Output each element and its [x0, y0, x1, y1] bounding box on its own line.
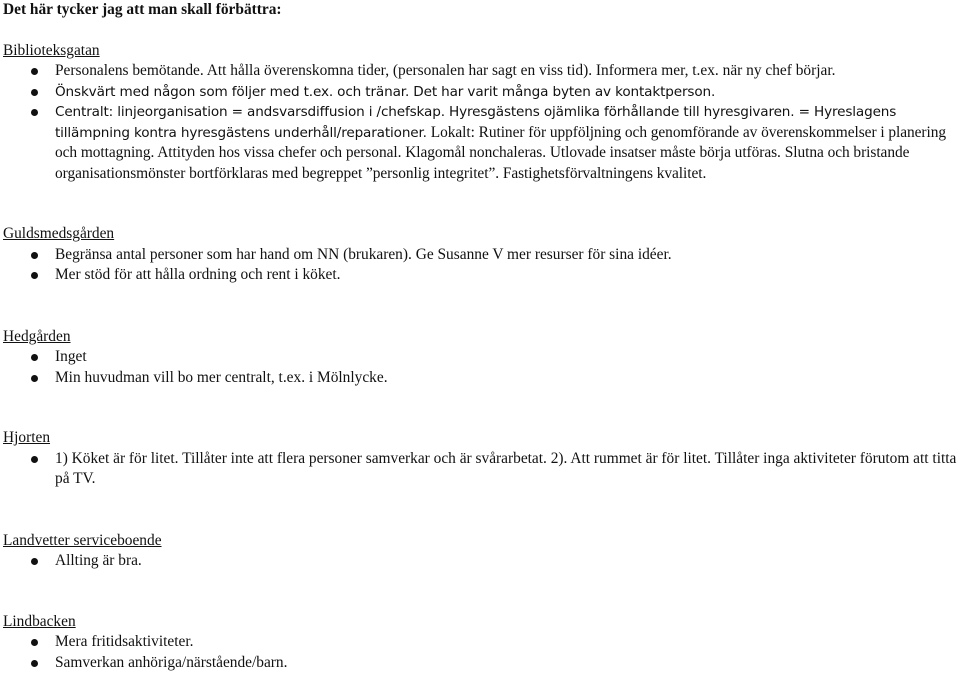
list-item-text: Min huvudman vill bo mer centralt, t.ex. i Mölnlycke. — [55, 368, 388, 386]
list-item-text: Lokalt: Rutiner för uppföljning och genomförande av överenskommelser i planering och mottagning. Attityden hos vissa chefer och personal. Klagomål nonchaleras. Utlovade insatser måste börja utföras. — [55, 123, 947, 161]
list-item-text: Mera fritidsaktiviteter. — [55, 633, 194, 650]
section-hedgarden — [3, 327, 960, 389]
list-item-text: Centralt: linjeorganisation = andsvarsdiffusion i /chefskap. Hyresgästens ojämlika förhållande till hyresgivaren. = Hyreslagens tillämpning kontra hyresgästens underhåll/reparationer. — [55, 104, 897, 141]
list-item — [3, 347, 960, 368]
list-item-text: Inget — [55, 348, 87, 365]
bullet-icon — [31, 660, 38, 667]
bullet-icon — [31, 252, 38, 259]
section-heading: Landvetter serviceboende — [3, 531, 162, 549]
list-item — [3, 551, 960, 572]
bullet-icon — [31, 109, 38, 116]
section-heading: Hedgården — [3, 327, 71, 345]
document-page — [3, 0, 960, 673]
section-heading: Guldsmedsgården — [3, 225, 115, 242]
bullet-icon — [31, 272, 38, 279]
list-item — [3, 632, 960, 653]
item-list — [3, 449, 960, 490]
item-list — [3, 347, 960, 388]
bullet-icon — [31, 639, 38, 646]
list-item — [3, 82, 960, 103]
section-biblioteksgatan — [3, 41, 960, 185]
list-item — [3, 449, 960, 490]
list-item — [3, 61, 960, 82]
bullet-icon — [31, 558, 38, 565]
page-title: Det här tycker jag att man skall förbättra: — [3, 1, 282, 18]
list-item-text: 1) Köket är för litet. Tillåter inte att flera personer samverkar och är svårarbetat. 2). Att rummet är för litet. Tillåter inga aktiviteter förutom att titta på TV. — [55, 449, 957, 487]
item-list — [3, 245, 960, 286]
section-heading: Hjorten — [3, 429, 51, 446]
item-list — [3, 551, 960, 572]
list-item — [3, 368, 960, 389]
list-item — [3, 653, 960, 674]
list-item-text: Personalens bemötande. Att hålla överenskomna tider, (personalen har sagt en viss tid). Informera mer, t.ex. när ny chef börjar. — [55, 62, 836, 79]
section-heading: Biblioteksgatan — [3, 41, 100, 59]
list-item-text: Samverkan anhöriga/närstående/barn. — [55, 653, 288, 671]
section-guldsmedsgarden — [3, 224, 960, 286]
list-item-text: Begränsa antal personer som har hand om NN (brukaren). Ge Susanne V mer resurser för sina idéer. — [55, 245, 672, 263]
bullet-icon — [31, 354, 38, 361]
list-item-text: Önskvärt med någon som följer med t.ex. och tränar. Det har varit många byten av kontaktperson. — [55, 83, 716, 100]
section-hjorten — [3, 428, 960, 490]
section-heading: Lindbacken — [3, 612, 76, 630]
bullet-icon — [31, 68, 38, 75]
list-item-text: Mer stöd för att hålla ordning och rent i köket. — [55, 266, 341, 283]
section-lindbacken — [3, 612, 960, 674]
item-list — [3, 632, 960, 673]
list-item-text: Allting är bra. — [55, 552, 142, 569]
section-landvetter-serviceboende — [3, 531, 960, 572]
bullet-icon — [31, 456, 38, 463]
list-item — [3, 245, 960, 266]
list-item-text: Slutna och bristande organisationsmönster bortförklaras med begreppet ”personlig integritet”. Fastighetsförvaltningens kvalitet. — [55, 144, 910, 182]
list-item — [3, 102, 960, 184]
item-list — [3, 61, 960, 184]
list-item — [3, 265, 960, 286]
bullet-icon — [31, 375, 38, 382]
bullet-icon — [31, 89, 38, 96]
